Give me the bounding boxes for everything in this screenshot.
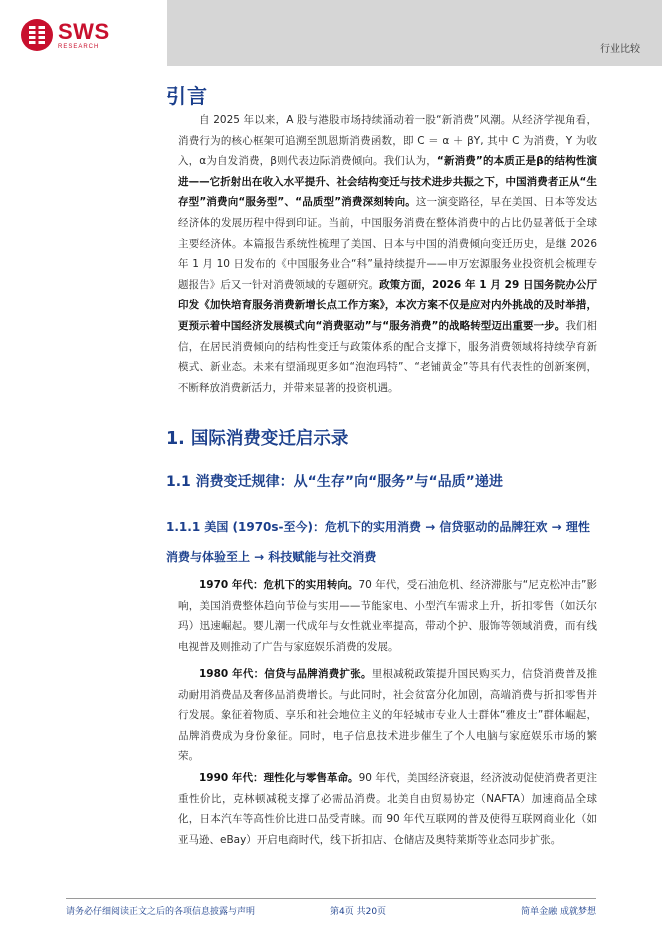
paragraph-1990s-text: 90 年代，美国经济衰退，经济波动促使消费者更注重性价比，克林顿减税支撑了必需品消费。北美自由贸易协定（NAFTA）加速商品全球化，日本汽车等高性价比进口品受青睐。而 90 年代互联网的普及使得互联网商业化（如亚马逊、eBay）开启电商时代，线下折扣店、仓储店及奥特莱斯等业态同步扩张。 (178, 772, 597, 846)
logo-wordmark: SWS (58, 18, 110, 44)
intro-text-1: 自 2025 年以来，A 股与港股市场持续涌动着一股“新消费”风潮。从经济学视角看，消费行为的核心框架可追溯至凯恩斯消费函数，即 C ＝ α ＋ βY, 其中 C 为消费，Y 为收入，α为自发消费，β则代表边际消费倾向。我们认为， (178, 114, 597, 168)
intro-title: 引言 (166, 84, 208, 108)
intro-paragraph (178, 110, 597, 398)
footer-disclaimer: 请务必仔细阅读正文之后的各项信息披露与声明 (66, 907, 256, 917)
sws-logo-icon (20, 18, 54, 52)
paragraph-1990s (178, 768, 597, 850)
paragraph-1970s-lead: 1970 年代：危机下的实用转向。 (199, 579, 359, 591)
section-heading-1: 1. 国际消费变迁启示录 (166, 429, 349, 449)
company-logo (20, 18, 110, 52)
header-band (167, 0, 662, 66)
footer-slogan: 简单金融 成就梦想 (521, 907, 596, 917)
intro-text-3: 我们相信，在居民消费倾向的结构性变迁与政策体系的配合支撑下，服务消费领域将持续孕育新模式、新业态。未来有望涌现更多如“泡泡玛特”、“老铺黄金”等具有代表性的创新案例，不断释放消费新活力，并带来显著的投资机遇。 (178, 319, 598, 394)
section-heading-1-1: 1.1 消费变迁规律：从“生存”向“服务”与“品质”递进 (166, 474, 503, 490)
logo-subtitle: RESEARCH (58, 43, 100, 50)
intro-text-2: 这一演变路径，早在美国、日本等发达经济体的发展历程中得到印证。当前，中国服务消费在整体消费中的占比仍显著低于全球主要经济体。本篇报告系统性梳理了美国、日本与中国的消费倾向变迁历史，是继 2026 年 1 月 10 日发布的《中国服务业合“科”量持续提升——申万宏源服务业投资机会梳理专题报告》后又一针对消费领域的专题研究。 (178, 196, 597, 291)
intro-bold-2: 政策方面，2026 年 1 月 29 日国务院办公厅印发《加快培育服务消费新增长点工作方案》，本次方案不仅是应对内外挑战的及时举措，更预示着中国经济发展模式向“消费驱动”与“服务消费”的战略转型迈出重要一步。 (178, 278, 598, 332)
intro-bold-1: “新消费”的本质正是β的结构性演进——它折射出在收入水平提升、社会结构变迁与技术进步共振之下，中国消费者正从“生存型”消费向“服务型”、“品质型”消费深刻转向。 (178, 155, 597, 209)
footer-divider (66, 898, 596, 899)
footer-page-number: 第4页 共20页 (330, 907, 387, 917)
paragraph-1990s-lead: 1990 年代：理性化与零售革命。 (199, 772, 359, 784)
section-heading-1-1-1: 1.1.1 美国 (1970s-至今)：危机下的实用消费 → 信贷驱动的品牌狂欢 → 理性消费与体验至上 → 科技赋能与社交消费 (166, 520, 590, 564)
paragraph-1970s-text: 70 年代，受石油危机、经济滞胀与“尼克松冲击”影响，美国消费整体趋向节俭与实用——节能家电、小型汽车需求上升，折扣零售（如沃尔玛）迅速崛起。婴儿潮一代成年与女性就业率提高，带动个护、服饰等领域消费，而有线电视普及则推动了广告与家庭娱乐消费的发展。 (178, 579, 597, 653)
paragraph-1980s (178, 664, 597, 767)
paragraph-1980s-lead: 1980 年代：信贷与品牌消费扩张。 (199, 668, 372, 680)
paragraph-1980s-text: 里根减税政策提升国民购买力，信贷消费普及推动耐用消费品及奢侈品消费增长。与此同时，社会贫富分化加剧，高端消费与折扣零售并行发展。象征着物质、享乐和社会地位主义的年轻城市专业人士群体“雅皮士”群体崛起，品牌消费成为身份象征。同时，电子信息技术进步催生了个人电脑与家庭娱乐市场的繁荣。 (178, 668, 597, 763)
header-section-label: 行业比较 (600, 44, 640, 55)
paragraph-1970s (178, 575, 597, 657)
